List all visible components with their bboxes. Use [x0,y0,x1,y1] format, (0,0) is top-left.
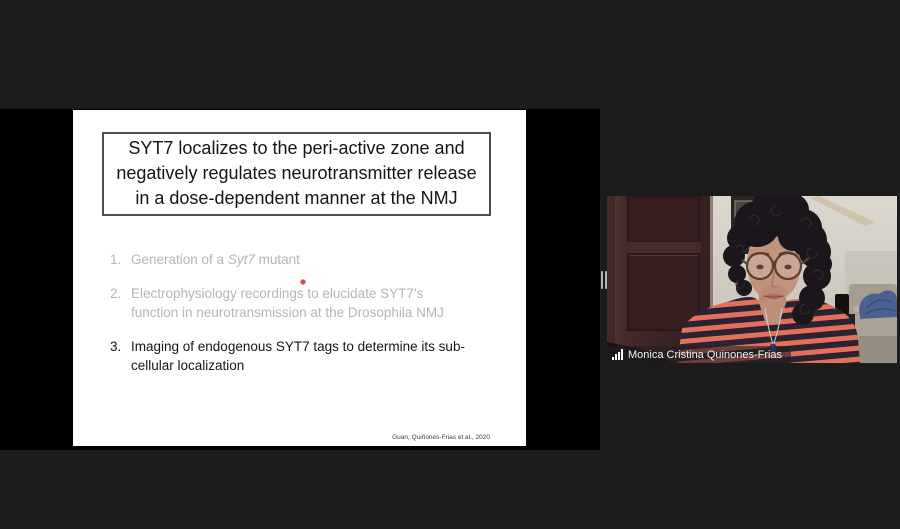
slide-title-line: SYT7 localizes to the peri-active zone and [128,138,465,158]
presentation-slide [73,110,526,446]
audio-level-bars-icon [612,349,623,360]
agenda-item-2 [110,284,493,322]
slide-title-line: in a dose-dependent manner at the NMJ [135,188,458,208]
agenda-list [110,250,493,390]
participant-name-label [607,346,791,363]
participant-name: Monica Cristina Quinones-Frias [628,348,783,361]
slide-citation: Guan, Quiñones-Frias et al., 2020 [392,434,490,441]
slide-title-line: negatively regulates neurotransmitter release [116,163,477,183]
participant-video-tile[interactable] [607,196,897,363]
agenda-item-number: 2. [110,286,122,301]
webcam-scene [607,196,897,363]
agenda-item-3 [110,337,493,375]
agenda-item-number: 1. [110,252,122,267]
slide-title-box [102,132,491,216]
laser-pointer-dot [300,279,306,285]
agenda-item-text: Imaging of endogenous SYT7 tags to determine its sub- cellular localization [131,339,465,373]
agenda-item-1 [110,250,493,269]
agenda-item-text: Electrophysiology recordings to elucidate SYT7’s function in neurotransmission at the Drosophila NMJ [131,286,444,320]
agenda-item-number: 3. [110,339,122,354]
agenda-item-text: Generation of a Syt7 mutant [131,252,300,267]
screen-share-area [0,109,600,450]
